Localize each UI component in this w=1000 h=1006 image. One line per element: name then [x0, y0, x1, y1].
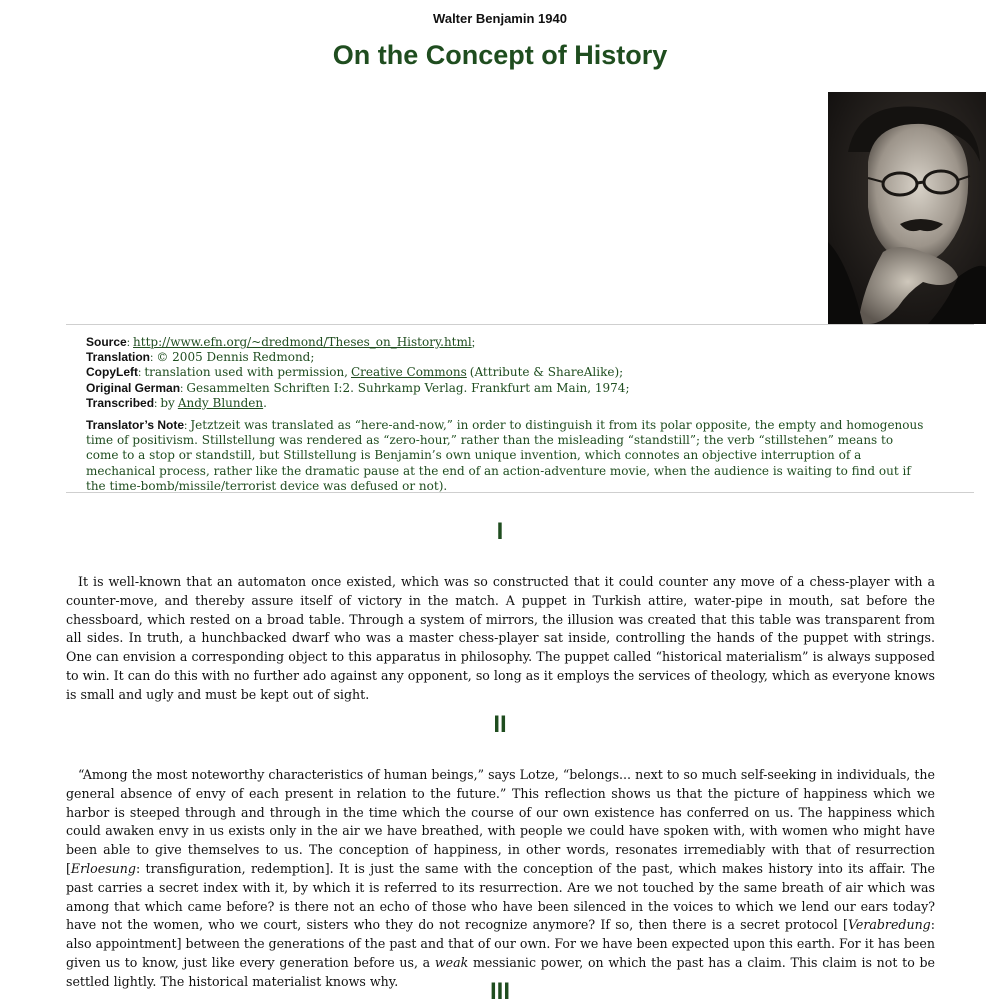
- section-2-text-a: “Among the most noteworthy characteristics of human beings,” says Lotze, “belongs... next to so much self-seeking in individuals, the general absence of envy of each present in relation to the future.” This reflection shows us that the picture of happiness which we harbor is steeped through and through in the time which the course of our own existence has conferred on us. The happiness which could awaken envy in us exists only in the air we have breathed, with people we could have spoken with, with women who might have been able to give themselves to us. The conception of happiness, in other words, resonates irremediably with that of resurrection [: [66, 767, 935, 876]
- transcribed-label: Transcribed: [86, 395, 155, 410]
- copyleft-tail: (Attribute & ShareAlike);: [469, 365, 624, 380]
- section-heading-2: II: [493, 711, 507, 738]
- transcriber-link[interactable]: Andy Blunden: [177, 395, 264, 410]
- translation-text: © 2005 Dennis Redmond;: [156, 350, 315, 365]
- original-text: Gesammelten Schriften I:2. Suhrkamp Verlag. Frankfurt am Main, 1974;: [186, 380, 630, 395]
- section-2-italic-erloesung: Erloesung: [70, 860, 136, 876]
- source-link[interactable]: http://www.efn.org/~dredmond/Theses_on_History.html: [133, 335, 472, 349]
- copyleft-line: CopyLeft: translation used with permission, Creative Commons (Attribute & ShareAlike);: [86, 365, 624, 380]
- section-heading-3: III: [489, 978, 510, 1005]
- copyleft-text: translation used with permission,: [144, 365, 348, 380]
- translation-label: Translation: [86, 350, 151, 365]
- note-text: Jetztzeit was translated as “here-and-now,” in order to distinguish it from its polar opposite, the empty and homogenous time of positivism. Stillstellung was rendered as “zero-hour,” rather than the misleading “standstill”; the verb “stillstehen” means to come to a stop or standstill, but Stillstellung is Benjamin’s own unique invention, which connotes an objective interruption of a mechanical process, rather like the dramatic pause at the end of an action-adventure movie, when the audience is waiting to find out if the time-bomb/missile/terrorist device was defused or not).: [86, 418, 924, 493]
- transcribed-line: Transcribed: by Andy Blunden.: [86, 395, 267, 410]
- page-title: On the Concept of History: [332, 40, 668, 70]
- original-label: Original German: [86, 380, 181, 395]
- section-text-2: [66, 766, 935, 992]
- source-info: [86, 335, 926, 494]
- section-2-text-b: : transfiguration, redemption]. It is just the same with the conception of the past, which makes history into its affair. The past carries a secret index with it, by which it is referred to its resurrection. Are we not touched by the same breath of air which was among that which came before? is there not an echo of those who have been silenced in the voices to which we lend our ears today? have not the women, who we court, sisters who they do not recognize anymore? If so, then there is a secret protocol [: [66, 860, 935, 933]
- note-label: Translator’s Note: [86, 418, 185, 433]
- top-divider: [66, 324, 974, 325]
- bottom-divider: [66, 492, 974, 493]
- translation-line: Translation: © 2005 Dennis Redmond;: [86, 350, 315, 365]
- source-label: Source: [86, 335, 127, 349]
- translator-note: Translator’s Note: Jetztzeit was translated as “here-and-now,” in order to distinguish it from its polar opposite, the empty and homogenous time of positivism. Stillstellung was rendered as “zero-hour,” rather than the misleading “standstill”; the verb “stillstehen” means to come to a stop or standstill, but Stillstellung is Benjamin’s own unique invention, which connotes an objective interruption of a mechanical process, rather like the dramatic pause at the end of an action-adventure movie, when the audience is waiting to find out if the time-bomb/missile/terrorist device was defused or not).: [86, 418, 924, 493]
- source-line: Source: http://www.efn.org/~dredmond/Theses_on_History.html;: [86, 335, 476, 349]
- transcribed-text: by: [160, 395, 175, 410]
- copyleft-label: CopyLeft: [86, 365, 138, 380]
- section-2-italic-verabredung: Verabredung: [847, 917, 931, 933]
- page-author: Walter Benjamin 1940: [433, 11, 567, 26]
- original-line: Original German: Gesammelten Schriften I:2. Suhrkamp Verlag. Frankfurt am Main, 1974;: [86, 380, 630, 395]
- section-2-text-d: messianic power, on which the past has a claim. This claim is not to be settled lightly. The historical materialist knows why.: [66, 954, 935, 989]
- creative-commons-link[interactable]: Creative Commons: [350, 365, 467, 380]
- section-text-1: It is well-known that an automaton once existed, which was so constructed that it could counter any move of a chess-player with a counter-move, and thereby assure itself of victory in the match. A puppet in Turkish attire, water-pipe in mouth, sat before the chessboard, which rested on a broad table. Through a system of mirrors, the illusion was created that this table was transparent from all sides. In truth, a hunchbacked dwarf who was a master chess-player sat inside, controlling the hands of the puppet with strings. One can envision a corresponding object to this apparatus in philosophy. The puppet called “historical materialism” is always supposed to win. It can do this with no further ado against any opponent, so long as it employs the services of theology, which as everyone knows is small and ugly and must be kept out of sight.: [66, 574, 935, 702]
- section-2-text-c: : also appointment] between the generations of the past and that of our own. For we have been expected upon this earth. For it has been given us to know, just like every generation before us, a: [66, 917, 935, 970]
- section-heading-1: I: [496, 518, 504, 545]
- portrait-photo: [828, 92, 986, 324]
- section-2-italic-weak: weak: [434, 954, 469, 970]
